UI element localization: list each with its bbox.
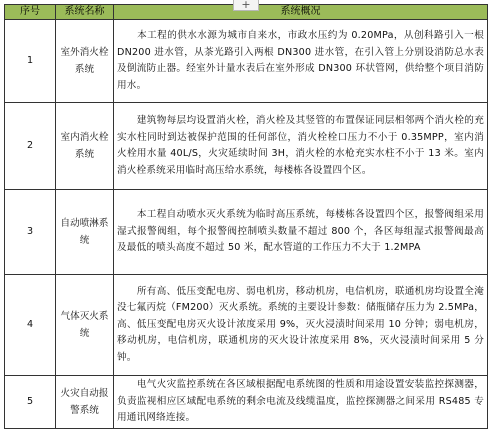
header-name: 系统名称 <box>56 5 114 20</box>
row-description: 建筑物每层均设置消火栓，消火栓及其竖管的布置保证同层相邻两个消火栓的充实水柱同时到达被保护范围的任何部位，消火栓栓口压力不小于 0.35MPP，室内消火栓用水量 40L/S，火灾延续时间 3H，消火栓的水枪充实水柱不小于 13 米。室内消火栓系统采用临时高压给水系统，每楼栋各设置四个区。 <box>114 103 488 190</box>
row-description: 本工程的供水水源为城市自来水，市政水压约为 0.20MPa，从创科路引入一根 DN200 进水管，从茶光路引入两根 DN300 进水管，在引入管上分别设消防总水表及倒流防止器。经室外计量水表后在室外形成 DN300 环状管网，供给整个项目消防用水。 <box>114 20 488 103</box>
row-system-name: 自动喷淋系统 <box>56 190 114 275</box>
add-icon[interactable]: + <box>233 0 259 11</box>
row-system-name: 火灾自动报警系统 <box>56 376 114 429</box>
row-seq: 2 <box>5 103 56 190</box>
row-seq: 4 <box>5 275 56 376</box>
header-seq: 序号 <box>5 5 56 20</box>
row-description: 电气火灾监控系统在各区域根据配电系统图的性质和用途设置安装监控探测器，负责监视相应区域配电系统的剩余电流及线缆温度，监控探测器之间采用 RS485 专用通讯网络连接。 <box>114 376 488 429</box>
table-row <box>5 190 488 275</box>
row-description: 所有高、低压变配电房、弱电机房，移动机房，电信机房，联通机房均设置全淹没七氟丙烷（FM200）灭火系统。系统的主要设计参数：储瓶储存压力为 2.5MPa，高、低压变配电房灭火设计浓度采用 9%，灭火浸渍时间采用 10 分钟；弱电机房，移动机房，电信机房，联通机房的灭火设计浓度采用 8%，灭火浸渍时间采用 5 分钟。 <box>114 275 488 376</box>
row-system-name: 气体灭火系统 <box>56 275 114 376</box>
row-seq: 5 <box>5 376 56 429</box>
table-row <box>5 20 488 103</box>
table-row <box>5 376 488 429</box>
header-desc: 系统概况 <box>114 5 488 20</box>
row-system-name: 室内消火栓系统 <box>56 103 114 190</box>
table-row <box>5 275 488 376</box>
row-seq: 3 <box>5 190 56 275</box>
table-row <box>5 103 488 190</box>
row-system-name: 室外消火栓系统 <box>56 20 114 103</box>
row-description: 本工程自动喷水灭火系统为临时高压系统，每楼栋各设置四个区，报警阀组采用湿式报警阀组，每个报警阀控制喷头数量不超过 800 个，各区每组湿式报警阀最高及最低的喷头高度不超过 50 米，配水管道的工作压力不大于 1.2MPA <box>114 190 488 275</box>
fire-system-table <box>4 4 488 429</box>
row-seq: 1 <box>5 20 56 103</box>
